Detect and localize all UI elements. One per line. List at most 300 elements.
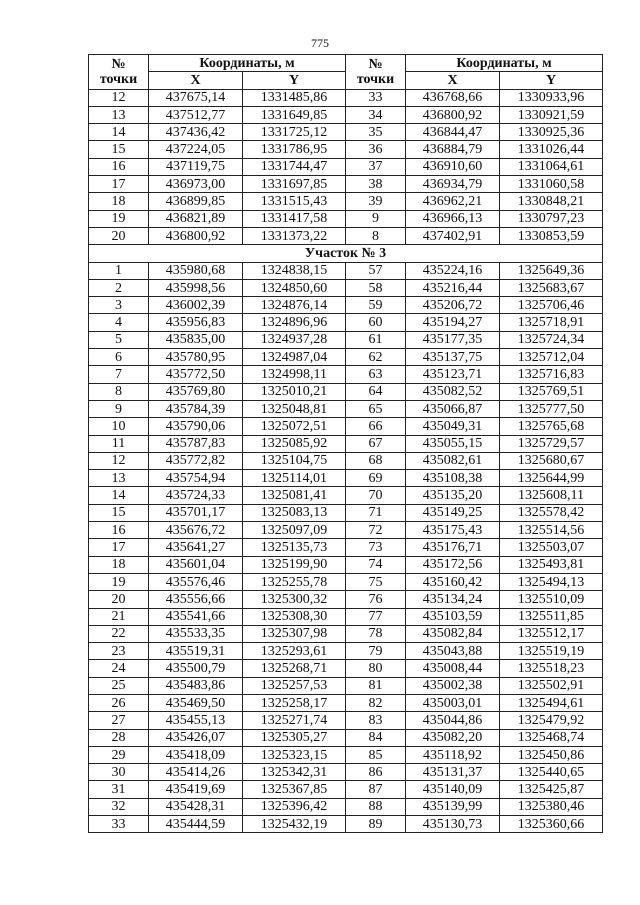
table-row: [89, 418, 603, 435]
x-value-left: 436800,92: [149, 227, 243, 244]
y-value-left: 1331373,22: [243, 227, 346, 244]
x-value-left: 437224,05: [149, 141, 243, 158]
y-value-right: 1325706,46: [500, 297, 603, 314]
y-value-right: 1325502,91: [500, 677, 603, 694]
point-number-right: 89: [346, 816, 406, 833]
table-row: [89, 297, 603, 314]
y-value-left: 1325257,53: [243, 677, 346, 694]
point-number-right: 59: [346, 297, 406, 314]
x-value-left: 435418,09: [149, 746, 243, 763]
point-number-right: 85: [346, 746, 406, 763]
x-value-right: 435082,84: [406, 625, 500, 642]
y-value-left: 1324987,04: [243, 349, 346, 366]
point-number-left: 29: [89, 746, 149, 763]
x-value-right: 435108,38: [406, 470, 500, 487]
table-row: [89, 643, 603, 660]
table-header: [89, 55, 603, 90]
point-number-left: 31: [89, 781, 149, 798]
point-number-left: 13: [89, 106, 149, 123]
x-value-left: 435500,79: [149, 660, 243, 677]
y-value-left: 1325342,31: [243, 764, 346, 781]
x-value-left: 435772,82: [149, 452, 243, 469]
x-value-left: 435576,46: [149, 573, 243, 590]
x-value-left: 435780,95: [149, 349, 243, 366]
x-value-left: 435724,33: [149, 487, 243, 504]
x-value-right: 435149,25: [406, 504, 500, 521]
table-row: [89, 694, 603, 711]
point-number-left: 12: [89, 89, 149, 106]
point-number-left: 4: [89, 314, 149, 331]
y-value-right: 1330853,59: [500, 227, 603, 244]
x-value-left: 435428,31: [149, 798, 243, 815]
y-value-right: 1325450,86: [500, 746, 603, 763]
section-title: Участок № 3: [89, 245, 603, 262]
y-value-right: 1325503,07: [500, 539, 603, 556]
y-value-left: 1331744,47: [243, 158, 346, 175]
table-row: [89, 349, 603, 366]
x-value-right: 435082,61: [406, 452, 500, 469]
point-number-right: 75: [346, 573, 406, 590]
point-number-left: 33: [89, 816, 149, 833]
x-value-right: 435049,31: [406, 418, 500, 435]
point-number-left: 10: [89, 418, 149, 435]
y-value-left: 1325114,01: [243, 470, 346, 487]
point-number-right: 86: [346, 764, 406, 781]
x-value-left: 437675,14: [149, 89, 243, 106]
x-value-right: 436962,21: [406, 193, 500, 210]
x-value-left: 435769,80: [149, 383, 243, 400]
point-number-right: 83: [346, 712, 406, 729]
point-number-right: 9: [346, 210, 406, 227]
table-row: [89, 625, 603, 642]
table-row: [89, 470, 603, 487]
x-value-right: 435177,35: [406, 331, 500, 348]
x-value-right: 435008,44: [406, 660, 500, 677]
table-row: [89, 89, 603, 106]
point-number-left: 5: [89, 331, 149, 348]
point-number-right: 76: [346, 591, 406, 608]
y-value-right: 1331064,61: [500, 158, 603, 175]
x-value-right: 435082,20: [406, 729, 500, 746]
x-value-right: 435066,87: [406, 400, 500, 417]
table-row: [89, 210, 603, 227]
table-row: [89, 279, 603, 296]
y-value-right: 1325718,91: [500, 314, 603, 331]
x-value-right: 435002,38: [406, 677, 500, 694]
table-row: [89, 158, 603, 175]
point-number-right: 37: [346, 158, 406, 175]
table-row: [89, 522, 603, 539]
x-value-right: 436768,66: [406, 89, 500, 106]
point-number-left: 32: [89, 798, 149, 815]
y-value-right: 1325360,66: [500, 816, 603, 833]
y-value-right: 1325425,87: [500, 781, 603, 798]
x-value-left: 435835,00: [149, 331, 243, 348]
point-number-right: 70: [346, 487, 406, 504]
point-number-left: 16: [89, 158, 149, 175]
point-number-right: 79: [346, 643, 406, 660]
y-value-right: 1325729,57: [500, 435, 603, 452]
point-number-left: 17: [89, 539, 149, 556]
point-number-left: 6: [89, 349, 149, 366]
x-value-right: 436844,47: [406, 124, 500, 141]
x-value-left: 435998,56: [149, 279, 243, 296]
point-number-right: 58: [346, 279, 406, 296]
point-number-right: 66: [346, 418, 406, 435]
point-number-left: 26: [89, 694, 149, 711]
point-number-left: 11: [89, 435, 149, 452]
table-row: [89, 176, 603, 193]
point-number-right: 73: [346, 539, 406, 556]
y-value-right: 1325680,67: [500, 452, 603, 469]
y-header-left: Y: [243, 72, 346, 89]
point-number-left: 8: [89, 383, 149, 400]
y-value-right: 1331026,44: [500, 141, 603, 158]
point-number-left: 23: [89, 643, 149, 660]
point-number-left: 14: [89, 487, 149, 504]
section-row: [89, 245, 603, 262]
y-value-right: 1325608,11: [500, 487, 603, 504]
point-number-left: 19: [89, 573, 149, 590]
y-value-left: 1325083,13: [243, 504, 346, 521]
y-value-right: 1330921,59: [500, 106, 603, 123]
x-value-right: 435123,71: [406, 366, 500, 383]
x-value-left: 435676,72: [149, 522, 243, 539]
point-number-right: 8: [346, 227, 406, 244]
point-number-right: 77: [346, 608, 406, 625]
x-value-left: 435772,50: [149, 366, 243, 383]
x-value-left: 435556,66: [149, 591, 243, 608]
y-value-right: 1325769,51: [500, 383, 603, 400]
x-value-left: 436821,89: [149, 210, 243, 227]
y-value-left: 1325199,90: [243, 556, 346, 573]
y-value-left: 1331786,95: [243, 141, 346, 158]
point-number-left: 1: [89, 262, 149, 279]
table-row: [89, 124, 603, 141]
table-row: [89, 262, 603, 279]
y-value-left: 1324850,60: [243, 279, 346, 296]
y-value-left: 1325072,51: [243, 418, 346, 435]
point-number-left: 15: [89, 504, 149, 521]
x-value-left: 435444,59: [149, 816, 243, 833]
x-value-right: 435103,59: [406, 608, 500, 625]
point-number-left: 28: [89, 729, 149, 746]
y-header-right: Y: [500, 72, 603, 89]
point-number-left: 24: [89, 660, 149, 677]
point-number-left: 18: [89, 193, 149, 210]
point-number-right: 87: [346, 781, 406, 798]
x-value-left: 435519,31: [149, 643, 243, 660]
x-value-right: 435140,09: [406, 781, 500, 798]
y-value-left: 1325293,61: [243, 643, 346, 660]
table-row: [89, 608, 603, 625]
table-row: [89, 573, 603, 590]
x-value-left: 435419,69: [149, 781, 243, 798]
x-value-right: 436966,13: [406, 210, 500, 227]
point-number-left: 12: [89, 452, 149, 469]
y-value-left: 1325271,74: [243, 712, 346, 729]
point-number-left: 20: [89, 227, 149, 244]
x-value-right: 435134,24: [406, 591, 500, 608]
x-value-left: 435455,13: [149, 712, 243, 729]
y-value-right: 1325716,83: [500, 366, 603, 383]
x-value-right: 436800,92: [406, 106, 500, 123]
x-value-right: 435118,92: [406, 746, 500, 763]
table-row: [89, 504, 603, 521]
y-value-right: 1325493,81: [500, 556, 603, 573]
y-value-right: 1330848,21: [500, 193, 603, 210]
x-value-left: 437512,77: [149, 106, 243, 123]
point-number-left: 16: [89, 522, 149, 539]
point-number-right: 34: [346, 106, 406, 123]
x-value-left: 435980,68: [149, 262, 243, 279]
table-row: [89, 400, 603, 417]
table-row: [89, 764, 603, 781]
point-number-right: 60: [346, 314, 406, 331]
y-value-left: 1325300,32: [243, 591, 346, 608]
y-value-right: 1325683,67: [500, 279, 603, 296]
y-value-left: 1331515,43: [243, 193, 346, 210]
x-value-right: 435043,88: [406, 643, 500, 660]
y-value-right: 1325494,61: [500, 694, 603, 711]
table-row: [89, 816, 603, 833]
table-row: [89, 366, 603, 383]
x-value-left: 435533,35: [149, 625, 243, 642]
table-row: [89, 193, 603, 210]
table-row: [89, 660, 603, 677]
x-value-left: 435541,66: [149, 608, 243, 625]
y-value-right: 1325468,74: [500, 729, 603, 746]
point-number-left: 14: [89, 124, 149, 141]
x-value-left: 435701,17: [149, 504, 243, 521]
point-number-right: 84: [346, 729, 406, 746]
y-value-left: 1325085,92: [243, 435, 346, 452]
y-value-left: 1325010,21: [243, 383, 346, 400]
x-value-right: 435131,37: [406, 764, 500, 781]
x-value-right: 435044,86: [406, 712, 500, 729]
table-row: [89, 106, 603, 123]
page-number: 775: [311, 36, 329, 50]
coordinates-table: [88, 54, 603, 833]
point-number-right: 62: [346, 349, 406, 366]
point-number-left: 9: [89, 400, 149, 417]
x-value-right: 435206,72: [406, 297, 500, 314]
x-value-left: 435784,39: [149, 400, 243, 417]
point-number-right: 61: [346, 331, 406, 348]
table-body-bottom: [89, 262, 603, 833]
y-value-right: 1330797,23: [500, 210, 603, 227]
y-value-left: 1325307,98: [243, 625, 346, 642]
x-value-right: 435003,01: [406, 694, 500, 711]
point-number-right: 39: [346, 193, 406, 210]
point-number-left: 20: [89, 591, 149, 608]
y-value-left: 1325258,17: [243, 694, 346, 711]
y-value-left: 1325305,27: [243, 729, 346, 746]
x-value-right: 435055,15: [406, 435, 500, 452]
y-value-left: 1325396,42: [243, 798, 346, 815]
x-value-right: 435160,42: [406, 573, 500, 590]
x-value-left: 435414,26: [149, 764, 243, 781]
point-number-left: 3: [89, 297, 149, 314]
x-value-left: 435426,07: [149, 729, 243, 746]
y-value-right: 1325712,04: [500, 349, 603, 366]
table-row: [89, 556, 603, 573]
x-value-right: 436910,60: [406, 158, 500, 175]
point-number-left: 2: [89, 279, 149, 296]
point-number-right: 68: [346, 452, 406, 469]
point-number-right: 74: [346, 556, 406, 573]
x-value-left: 437436,42: [149, 124, 243, 141]
x-header-right: X: [406, 72, 500, 89]
point-number-left: 25: [89, 677, 149, 694]
table-row: [89, 314, 603, 331]
point-number-left: 21: [89, 608, 149, 625]
point-number-left: 30: [89, 764, 149, 781]
y-value-left: 1325097,09: [243, 522, 346, 539]
y-value-right: 1325649,36: [500, 262, 603, 279]
point-number-right: 63: [346, 366, 406, 383]
point-number-left: 22: [89, 625, 149, 642]
y-value-right: 1325494,13: [500, 573, 603, 590]
point-number-right: 57: [346, 262, 406, 279]
y-value-left: 1324937,28: [243, 331, 346, 348]
y-value-left: 1331725,12: [243, 124, 346, 141]
y-value-left: 1325104,75: [243, 452, 346, 469]
point-number-right: 71: [346, 504, 406, 521]
x-value-left: 435956,83: [149, 314, 243, 331]
point-number-left: 7: [89, 366, 149, 383]
coordinates-header-right: Координаты, м: [406, 55, 603, 72]
y-value-left: 1325081,41: [243, 487, 346, 504]
point-number-right: 88: [346, 798, 406, 815]
x-value-right: 435176,71: [406, 539, 500, 556]
x-value-left: 435641,27: [149, 539, 243, 556]
table-row: [89, 539, 603, 556]
x-value-left: 435787,83: [149, 435, 243, 452]
x-value-right: 435139,99: [406, 798, 500, 815]
y-value-right: 1325510,09: [500, 591, 603, 608]
point-number-right: 38: [346, 176, 406, 193]
point-number-header-right: № точки: [346, 55, 406, 90]
point-number-left: 19: [89, 210, 149, 227]
point-number-left: 13: [89, 470, 149, 487]
x-value-right: 435224,16: [406, 262, 500, 279]
y-value-right: 1330933,96: [500, 89, 603, 106]
y-value-left: 1331649,85: [243, 106, 346, 123]
y-value-right: 1325724,34: [500, 331, 603, 348]
y-value-left: 1324998,11: [243, 366, 346, 383]
y-value-right: 1325578,42: [500, 504, 603, 521]
y-value-left: 1331697,85: [243, 176, 346, 193]
x-value-left: 436973,00: [149, 176, 243, 193]
y-value-right: 1325777,50: [500, 400, 603, 417]
x-value-right: 436884,79: [406, 141, 500, 158]
y-value-left: 1324838,15: [243, 262, 346, 279]
y-value-right: 1325511,85: [500, 608, 603, 625]
point-number-right: 81: [346, 677, 406, 694]
point-number-right: 69: [346, 470, 406, 487]
y-value-right: 1325765,68: [500, 418, 603, 435]
point-number-right: 35: [346, 124, 406, 141]
y-value-left: 1331485,86: [243, 89, 346, 106]
point-number-right: 33: [346, 89, 406, 106]
x-value-left: 435790,06: [149, 418, 243, 435]
section-row-group: [89, 245, 603, 262]
coordinates-header-left: Координаты, м: [149, 55, 346, 72]
point-number-right: 72: [346, 522, 406, 539]
y-value-right: 1325644,99: [500, 470, 603, 487]
y-value-right: 1331060,58: [500, 176, 603, 193]
y-value-left: 1325268,71: [243, 660, 346, 677]
x-value-right: 435137,75: [406, 349, 500, 366]
y-value-left: 1324876,14: [243, 297, 346, 314]
x-value-right: 435172,56: [406, 556, 500, 573]
table-body-top: [89, 89, 603, 245]
y-value-left: 1325048,81: [243, 400, 346, 417]
x-value-right: 437402,91: [406, 227, 500, 244]
x-value-left: 436002,39: [149, 297, 243, 314]
y-value-right: 1325380,46: [500, 798, 603, 815]
point-number-right: 67: [346, 435, 406, 452]
table-row: [89, 487, 603, 504]
table-row: [89, 383, 603, 400]
x-value-left: 435469,50: [149, 694, 243, 711]
x-header-left: X: [149, 72, 243, 89]
y-value-left: 1325367,85: [243, 781, 346, 798]
table-row: [89, 746, 603, 763]
point-number-left: 27: [89, 712, 149, 729]
y-value-left: 1325255,78: [243, 573, 346, 590]
x-value-left: 437119,75: [149, 158, 243, 175]
table-row: [89, 781, 603, 798]
point-number-header-left: № точки: [89, 55, 149, 90]
table-row: [89, 729, 603, 746]
y-value-left: 1325135,73: [243, 539, 346, 556]
point-number-left: 18: [89, 556, 149, 573]
table-row: [89, 435, 603, 452]
table-row: [89, 227, 603, 244]
y-value-left: 1325308,30: [243, 608, 346, 625]
point-number-right: 78: [346, 625, 406, 642]
x-value-right: 435216,44: [406, 279, 500, 296]
x-value-left: 435601,04: [149, 556, 243, 573]
y-value-right: 1325440,65: [500, 764, 603, 781]
x-value-left: 435483,86: [149, 677, 243, 694]
y-value-right: 1330925,36: [500, 124, 603, 141]
point-number-right: 64: [346, 383, 406, 400]
table-row: [89, 712, 603, 729]
x-value-right: 435175,43: [406, 522, 500, 539]
y-value-left: 1324896,96: [243, 314, 346, 331]
point-number-right: 65: [346, 400, 406, 417]
x-value-right: 435194,27: [406, 314, 500, 331]
x-value-right: 435130,73: [406, 816, 500, 833]
y-value-right: 1325519,19: [500, 643, 603, 660]
table-row: [89, 452, 603, 469]
x-value-right: 435082,52: [406, 383, 500, 400]
y-value-left: 1325432,19: [243, 816, 346, 833]
y-value-right: 1325518,23: [500, 660, 603, 677]
table-row: [89, 591, 603, 608]
table-row: [89, 141, 603, 158]
x-value-right: 435135,20: [406, 487, 500, 504]
x-value-right: 436934,79: [406, 176, 500, 193]
table-row: [89, 677, 603, 694]
point-number-right: 82: [346, 694, 406, 711]
x-value-left: 436899,85: [149, 193, 243, 210]
y-value-right: 1325514,56: [500, 522, 603, 539]
table-row: [89, 798, 603, 815]
